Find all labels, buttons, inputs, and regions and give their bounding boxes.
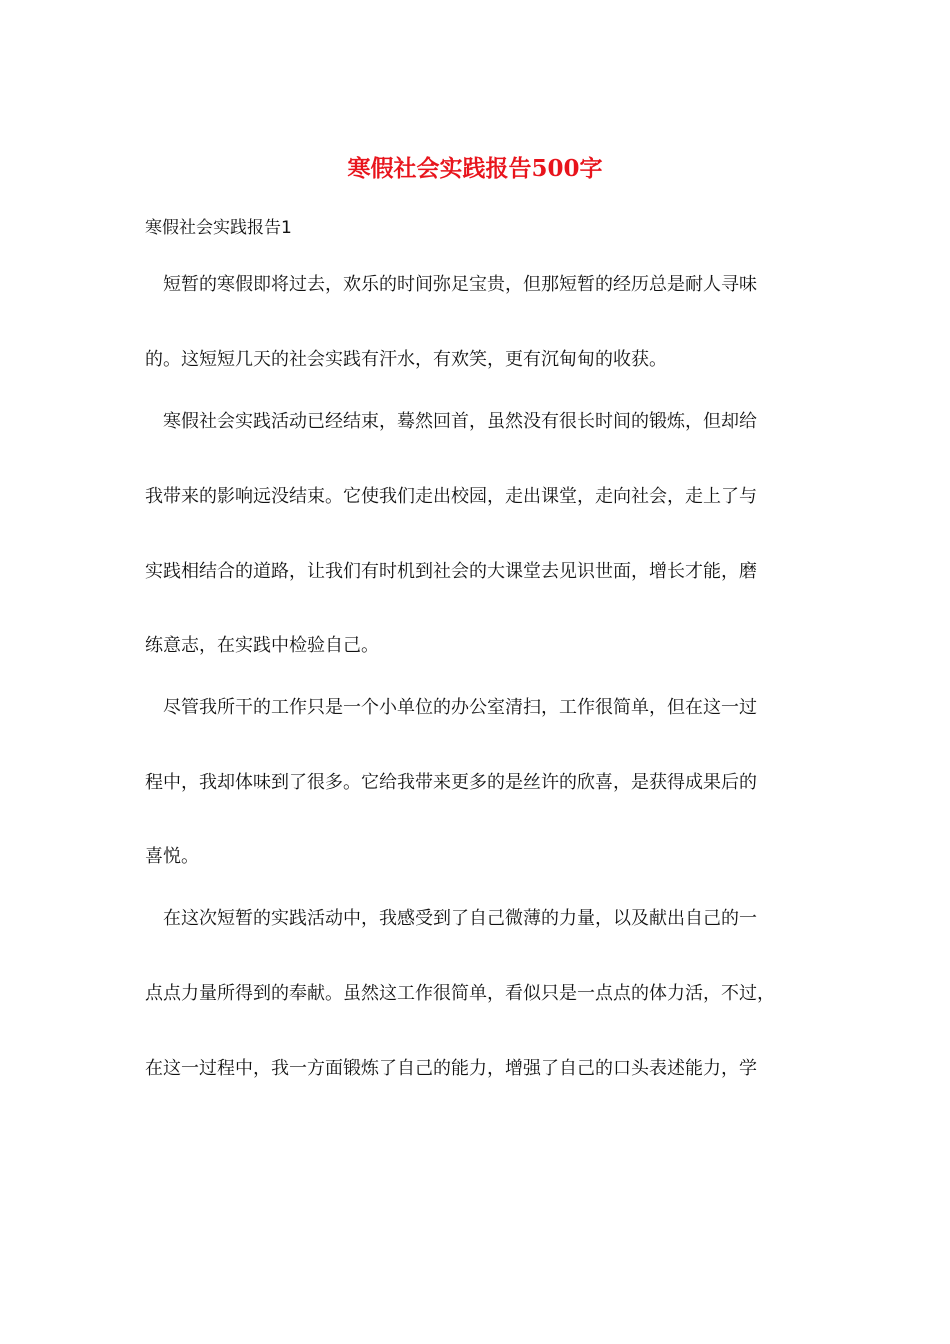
paragraph-line: 寒假社会实践活动已经结束，蓦然回首，虽然没有很长时间的锻炼，但却给 — [163, 411, 757, 432]
paragraph-line: 短暂的寒假即将过去，欢乐的时间弥足宝贵，但那短暂的经历总是耐人寻味 — [163, 274, 757, 295]
paragraph-line: 程中，我却体味到了很多。它给我带来更多的是丝许的欣喜，是获得成果后的 — [145, 772, 757, 793]
paragraph-line: 喜悦。 — [145, 846, 199, 867]
paragraph-line: 在这一过程中，我一方面锻炼了自己的能力，增强了自己的口头表述能力，学 — [145, 1058, 757, 1079]
paragraph-line: 我带来的影响远没结束。它使我们走出校园，走出课堂，走向社会，走上了与 — [145, 486, 757, 507]
paragraph-line: 的。这短短几天的社会实践有汗水，有欢笑，更有沉甸甸的收获。 — [145, 349, 667, 370]
paragraph-line: 练意志，在实践中检验自己。 — [145, 635, 379, 656]
paragraph-line: 点点力量所得到的奉献。虽然这工作很简单，看似只是一点点的体力活，不过， — [145, 983, 775, 1004]
document-title: 寒假社会实践报告500字 — [347, 155, 603, 182]
paragraph-line: 在这次短暂的实践活动中，我感受到了自己微薄的力量，以及献出自己的一 — [163, 908, 757, 929]
paragraph-line: 尽管我所干的工作只是一个小单位的办公室清扫，工作很简单，但在这一过 — [163, 697, 757, 718]
section-heading: 寒假社会实践报告1 — [145, 218, 292, 238]
paragraph-line: 实践相结合的道路，让我们有时机到社会的大课堂去见识世面，增长才能，磨 — [145, 561, 757, 582]
